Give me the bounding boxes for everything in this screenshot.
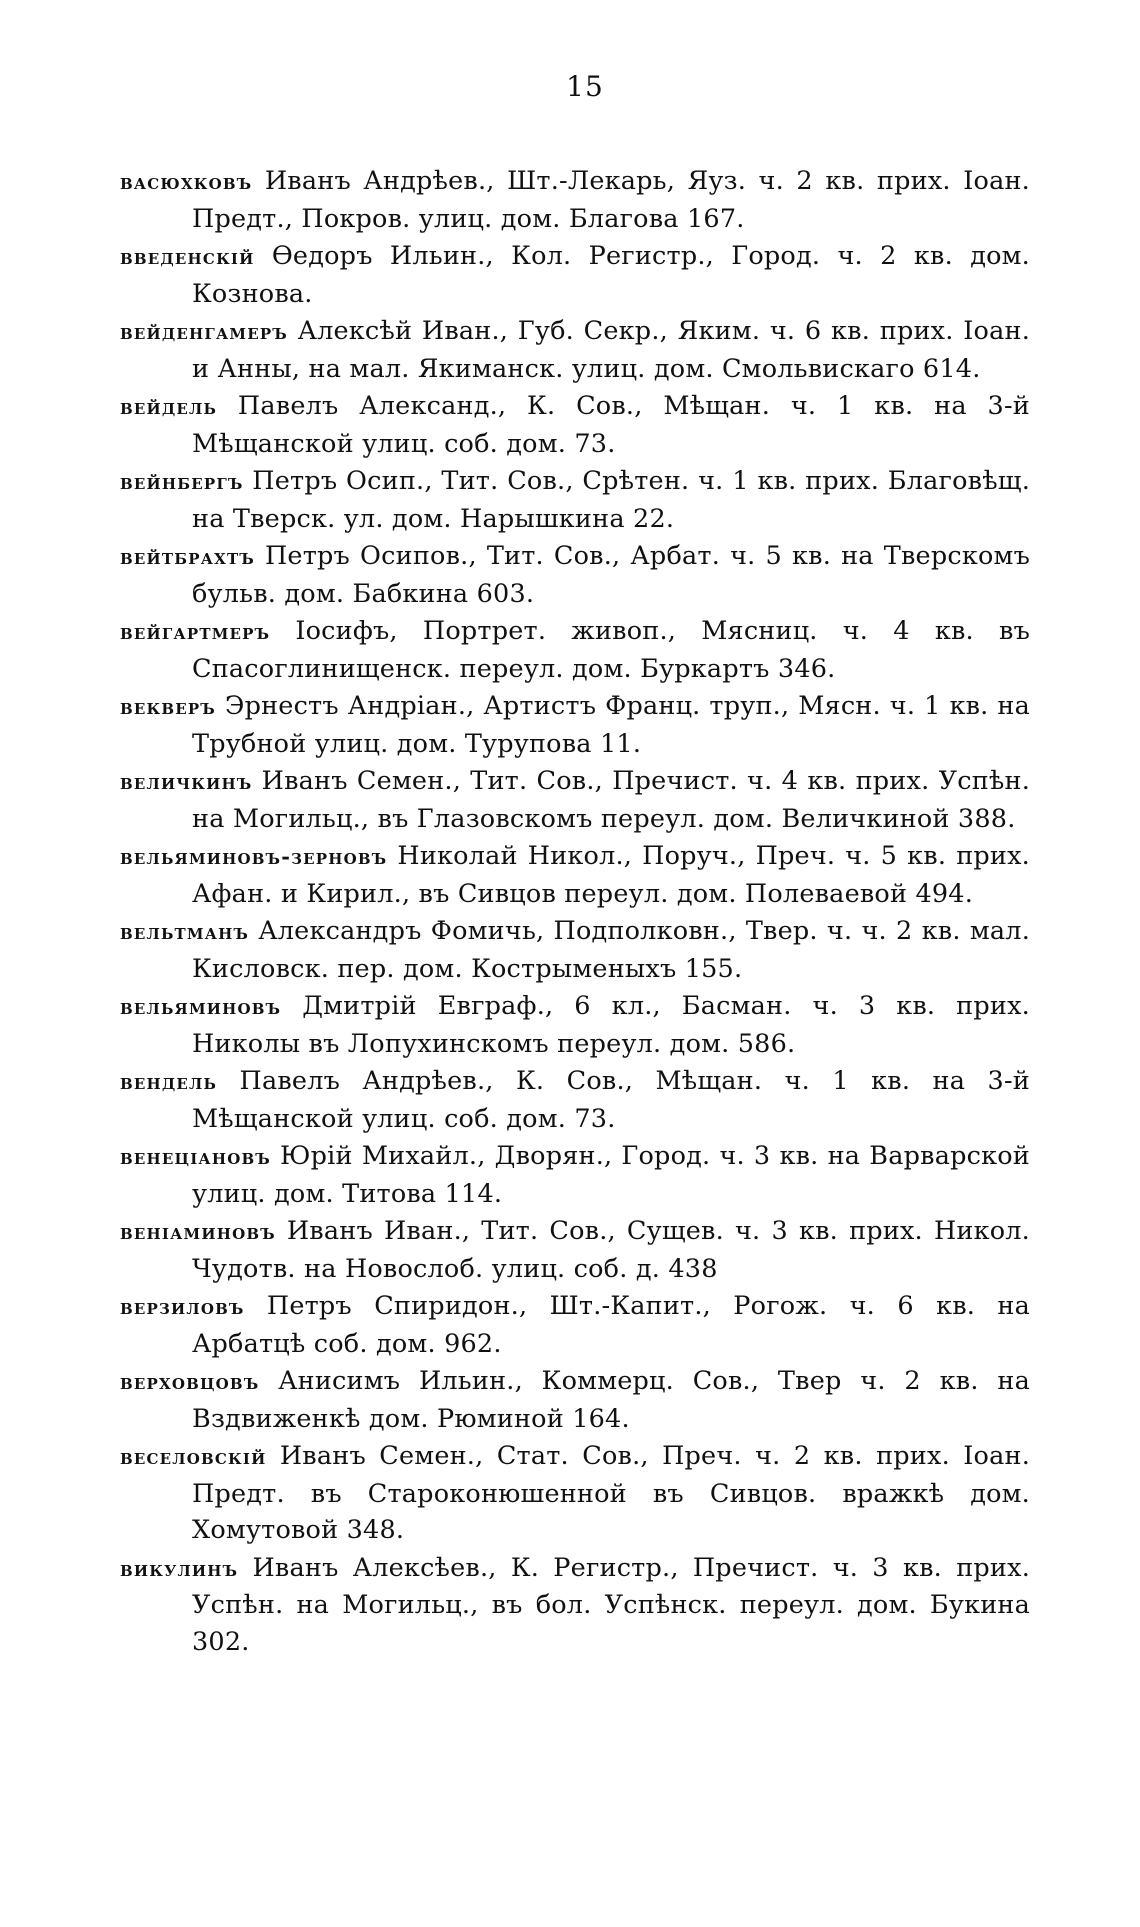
entry — [120, 1213, 1030, 1287]
entry-details: Иванъ Иван., Тит. Сов., Сущев. ч. 3 кв. прих. Никол. Чудотв. на Новослоб. улиц. соб. д. 438 — [192, 1216, 1030, 1284]
entry-surname: верзиловъ — [120, 1294, 245, 1319]
entry-surname: викулинъ — [120, 1555, 239, 1581]
entry-details: Петръ Осип., Тит. Сов., Срѣтен. ч. 1 кв. прих. Благовѣщ. на Тверск. ул. дом. Нарышкина 22. — [192, 466, 1030, 534]
entry-surname: вейтбрахтъ — [120, 544, 255, 569]
entry-surname: вендель — [120, 1069, 218, 1094]
entry — [120, 763, 1030, 837]
entry — [120, 1363, 1030, 1437]
entry — [120, 388, 1030, 462]
entry — [120, 1063, 1030, 1137]
entry-details: Іосифъ, Портрет. живоп., Мясниц. ч. 4 кв. въ Спасоглинищенск. переул. дом. Буркартъ 346. — [192, 616, 1030, 684]
entry-details: Анисимъ Ильин., Коммерц. Сов., Твер ч. 2 кв. на Вздвиженкѣ дом. Рюминой 164. — [192, 1366, 1030, 1434]
entry-details: Павелъ Андрѣев., К. Сов., Мѣщан. ч. 1 кв. на 3-й Мѣщанской улиц. соб. дом. 73. — [192, 1066, 1030, 1134]
entry — [120, 463, 1030, 537]
entry — [120, 163, 1030, 237]
entry — [120, 313, 1030, 387]
entry — [120, 238, 1030, 312]
entry-surname: венеціановъ — [120, 1144, 271, 1169]
entry-surname: верховцовъ — [120, 1369, 260, 1394]
entry-surname: вейденгамеръ — [120, 319, 288, 344]
entry-surname: веселовскій — [120, 1444, 267, 1469]
entry — [120, 1288, 1030, 1362]
entry — [120, 613, 1030, 687]
entry-details: Эрнестъ Андріан., Артистъ Франц. труп., Мясн. ч. 1 кв. на Трубной улиц. дом. Турупова 11. — [192, 691, 1030, 759]
entry — [120, 1138, 1030, 1212]
entry-details: Дмитрій Евграф., 6 кл., Басман. ч. 3 кв. прих. Николы въ Лопухинскомъ переул. дом. 586. — [192, 991, 1030, 1059]
entry-details: Юрій Михайл., Дворян., Город. ч. 3 кв. на Варварской улиц. дом. Титова 114. — [192, 1141, 1030, 1209]
entry-surname: васюхковъ — [120, 169, 253, 194]
entry-surname: величкинъ — [120, 769, 253, 794]
entry-surname: вельтманъ — [120, 919, 250, 944]
entry-surname: введенскій — [120, 244, 255, 269]
entry-details: Иванъ Семен., Стат. Сов., Преч. ч. 2 кв. прих. Іоан. Предт. въ Староконюшенной въ Сивцов. вражкѣ дом. Хомутовой 348. — [192, 1441, 1030, 1545]
entry-details: Петръ Спиридон., Шт.-Капит., Рогож. ч. 6 кв. на Арбатцѣ соб. дом. 962. — [192, 1291, 1030, 1359]
entry — [120, 538, 1030, 612]
entry-surname: вельяминовъ-зерновъ — [120, 844, 388, 869]
entry — [120, 838, 1030, 912]
entry — [120, 1550, 1030, 1661]
entry-details: Ѳедоръ Ильин., Кол. Регистр., Город. ч. 2 кв. дом. Кознова. — [192, 241, 1030, 309]
entry — [120, 988, 1030, 1062]
entry — [120, 913, 1030, 987]
entry-surname: вейдель — [120, 394, 218, 419]
entry-details: Павелъ Александ., К. Сов., Мѣщан. ч. 1 кв. на 3-й Мѣщанской улиц. соб. дом. 73. — [192, 391, 1030, 459]
entry-details: Александръ Фомичь, Подполковн., Твер. ч. ч. 2 кв. мал. Кисловск. пер. дом. Кострыменыхъ 155. — [192, 916, 1030, 984]
entry-surname: вейнбергъ — [120, 469, 244, 494]
entry-details: Иванъ Алексѣев., К. Регистр., Пречист. ч. 3 кв. прих. Успѣн. на Могильц., въ бол. Успѣнск. переул. дом. Букина 302. — [192, 1552, 1030, 1657]
entry-surname: веніаминовъ — [120, 1219, 276, 1244]
entry-surname: вейгартмеръ — [120, 619, 271, 644]
entry-details: Иванъ Семен., Тит. Сов., Пречист. ч. 4 кв. прих. Успѣн. на Могильц., въ Глазовскомъ переул. дом. Величкиной 388. — [192, 766, 1030, 834]
page-number: 15 — [566, 70, 604, 103]
entries-list — [120, 163, 1030, 1660]
entry-surname: векверъ — [120, 694, 216, 719]
entry — [120, 688, 1030, 762]
entry-surname: вельяминовъ — [120, 994, 282, 1019]
entry — [120, 1438, 1030, 1549]
entry-details: Алексѣй Иван., Губ. Секр., Яким. ч. 6 кв. прих. Іоан. и Анны, на мал. Якиманск. улиц. дом. Смольвискаго 614. — [192, 316, 1030, 384]
entry-details: Николай Никол., Поруч., Преч. ч. 5 кв. прих. Афан. и Кирил., въ Сивцов переул. дом. Полеваевой 494. — [192, 841, 1030, 909]
entry-details: Иванъ Андрѣев., Шт.-Лекарь, Яуз. ч. 2 кв. прих. Іоан. Предт., Покров. улиц. дом. Благова 167. — [192, 166, 1030, 234]
entry-details: Петръ Осипов., Тит. Сов., Арбат. ч. 5 кв. на Тверскомъ бульв. дом. Бабкина 603. — [192, 541, 1030, 609]
